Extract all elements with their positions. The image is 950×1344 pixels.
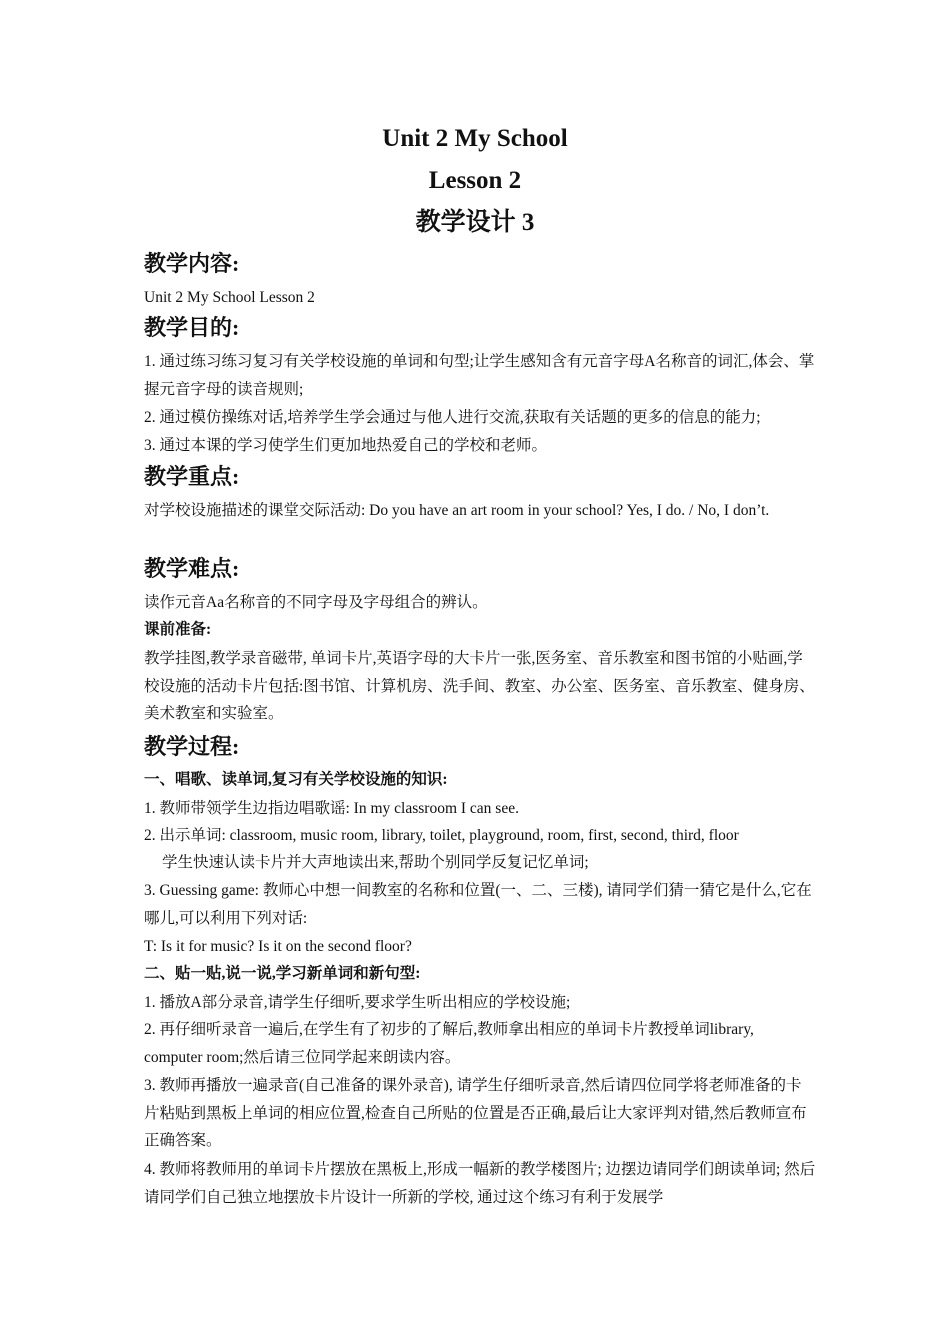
process-heading: 教学过程: (144, 734, 240, 759)
goal-item-1: 1. 通过练习练习复习有关学校设施的单词和句型;让学生感知含有元音字母A名称音的词汇,体会、掌握元音字母的读音规则; (144, 353, 815, 398)
preparation-text: 教学挂图,教学录音磁带, 单词卡片,英语字母的大卡片一张,医务室、音乐教室和图书馆的小贴画,学校设施的活动卡片包括:图书馆、计算机房、洗手间、教室、办公室、医务室、音乐教室、健身房、美术教室和实验室。 (144, 650, 815, 722)
step2-item: 2. 再仔细听录音一遍后,在学生有了初步的了解后,教师拿出相应的单词卡片教授单词library, computer room;然后请三位同学起来朗读内容。 (144, 1021, 754, 1066)
step1-item: T: Is it for music? Is it on the second floor? (144, 938, 412, 955)
goals-heading: 教学目的: (144, 315, 240, 340)
goal-item-3: 3. 通过本课的学习使学生们更加地热爱自己的学校和老师。 (144, 437, 548, 454)
content-heading: 教学内容: (144, 251, 240, 276)
goal-item-2: 2. 通过模仿操练对话,培养学生学会通过与他人进行交流,获取有关话题的更多的信息的能力; (144, 409, 761, 426)
step2-heading: 二、贴一贴,说一说,学习新单词和新句型: (144, 965, 421, 982)
step2-item: 4. 教师将教师用的单词卡片摆放在黑板上,形成一幅新的教学楼图片; 边摆边请同学们朗读单词; 然后请同学们自己独立地摆放卡片设计一所新的学校, 通过这个练习有利于发展学 (144, 1161, 816, 1206)
difficulty-text: 读作元音Aa名称音的不同字母及字母组合的辨认。 (144, 594, 488, 611)
key-points-text: 对学校设施描述的课堂交际活动: Do you have an art room in your school? Yes, I do. / No, I don’t. (144, 502, 770, 519)
step2-item: 3. 教师再播放一遍录音(自己准备的课外录音), 请学生仔细听录音,然后请四位同学将老师准备的卡片粘贴到黑板上单词的相应位置,检查自己所贴的位置是否正确,最后让大家评判对错,然后教师宣布正确答案。 (144, 1077, 807, 1149)
step1-item: 2. 出示单词: classroom, music room, library, toilet, playground, room, first, second, third, floor (144, 827, 739, 844)
step1-heading: 一、唱歌、读单词,复习有关学校设施的知识: (144, 771, 448, 788)
difficulty-heading: 教学难点: (144, 556, 240, 581)
lesson-title: Lesson 2 (428, 167, 522, 194)
step2-item: 1. 播放A部分录音,请学生仔细听,要求学生听出相应的学校设施; (144, 994, 571, 1011)
step1-item: 1. 教师带领学生边指边唱歌谣: In my classroom I can see. (144, 800, 519, 817)
design-title: 教学设计 3 (415, 209, 535, 236)
preparation-heading: 课前准备: (144, 621, 212, 638)
document-title: Unit 2 My School (382, 125, 568, 152)
step1-item: 3. Guessing game: 教师心中想一间教室的名称和位置(一、二、三楼), 请同学们猜一猜它是什么,它在哪儿,可以利用下列对话: (144, 882, 812, 927)
content-text: Unit 2 My School Lesson 2 (144, 289, 315, 306)
step1-item: 学生快速认读卡片并大声地读出来,帮助个别同学反复记忆单词; (162, 854, 589, 871)
key-points-heading: 教学重点: (144, 464, 240, 489)
